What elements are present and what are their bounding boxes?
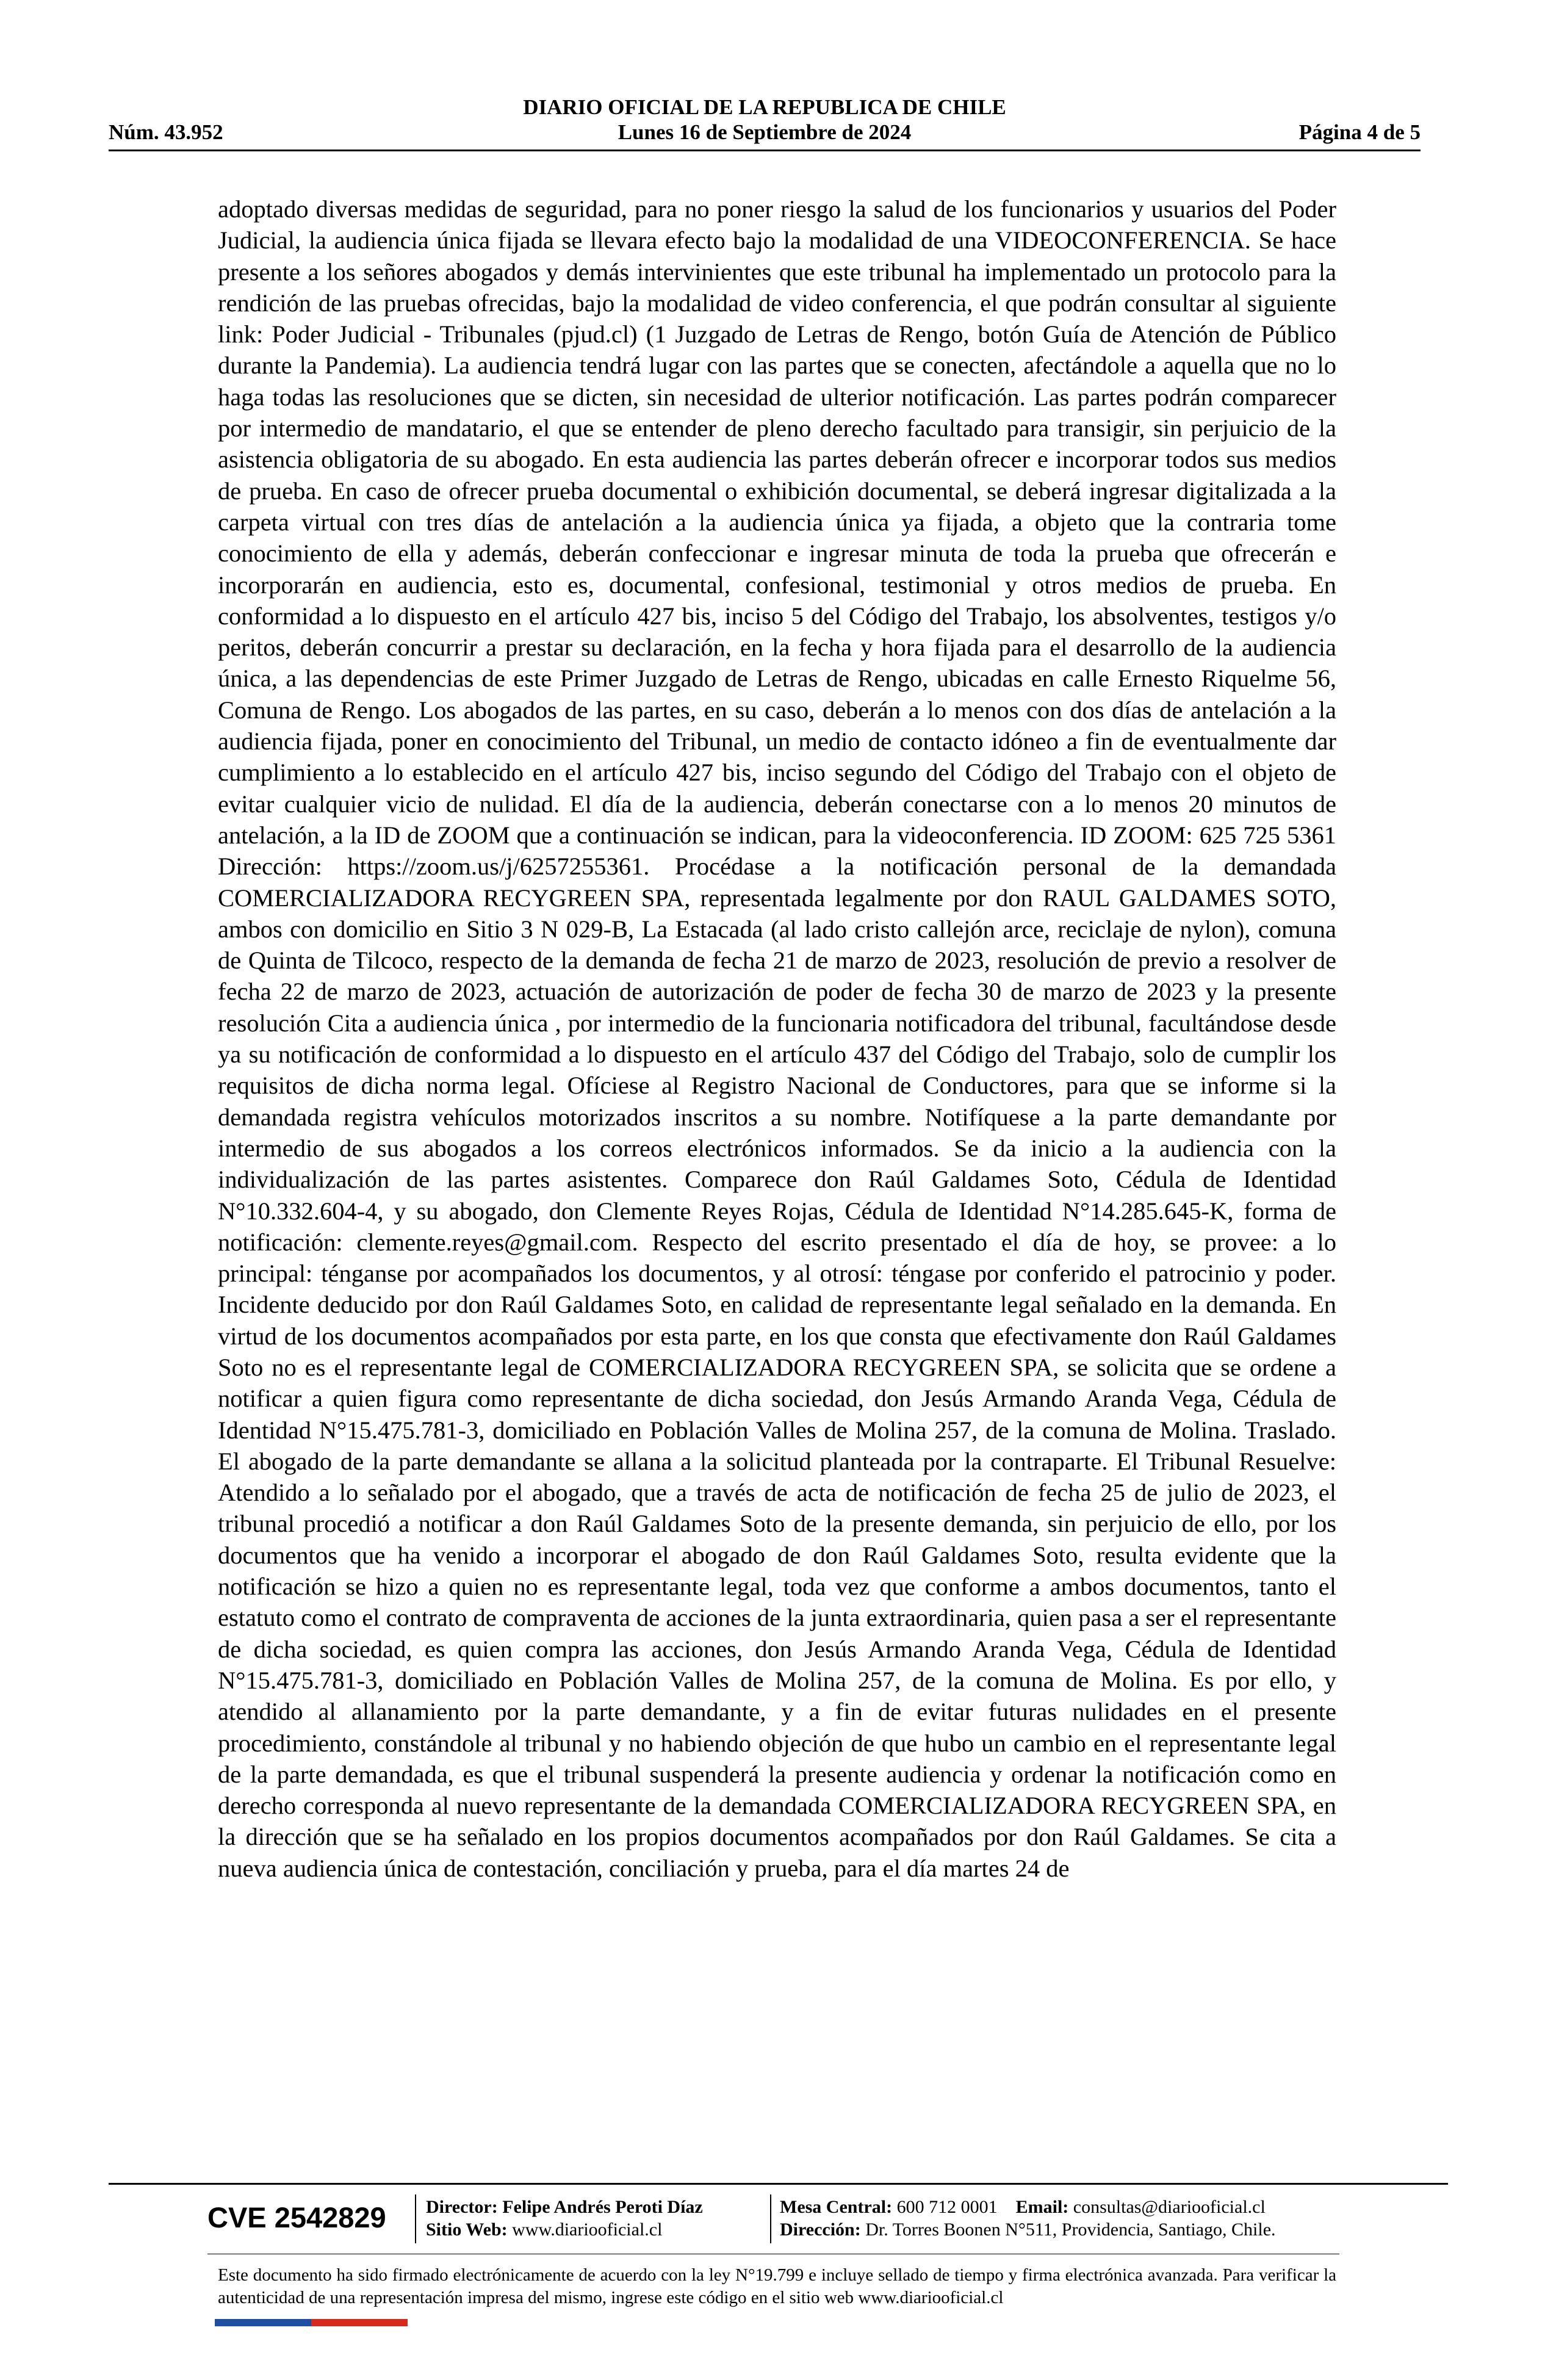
publication-title: DIARIO OFICIAL DE LA REPUBLICA DE CHILE	[523, 95, 1006, 119]
page-number: Página 4 de 5	[1298, 120, 1421, 144]
phone-number: 600 712 0001	[896, 2197, 998, 2217]
email-link[interactable]: consultas@diariooficial.cl	[1073, 2197, 1266, 2217]
header-divider	[109, 150, 1421, 151]
body-paragraph: adoptado diversas medidas de seguridad, para no poner riesgo la salud de los funcionarios y usuarios del Poder Judicial, la audiencia única fijada se llevara efecto bajo la modalidad de una VIDEOCONFERENCIA. Se hace presente a los señores abogados y demás intervinientes que este tribunal ha implementado un protocolo para la rendición de las pruebas ofrecidas, bajo la modalidad de video conferencia, el que podrán consultar al siguiente link: Poder Judicial - Tribunales (pjud.cl) (1 Juzgado de Letras de Rengo, botón Guía de Atención de Público durante la Pandemia). La audiencia tendrá lugar con las partes que se conecten, afectándole a aquella que no lo haga todas las resoluciones que se dicten, sin necesidad de ulterior notificación. Las partes podrán comparecer por intermedio de mandatario, el que se entender de pleno derecho facultado para transigir, sin perjuicio de la asistencia obligatoria de su abogado. En esta audiencia las partes deberán ofrecer e incorporar todos sus medios de prueba. En caso de ofrecer prueba documental o exhibición documental, se deberá ingresar digitalizada a la carpeta virtual con tres días de antelación a la audiencia única ya fijada, a objeto que la contraria tome conocimiento de ella y además, deberán confeccionar e ingresar minuta de toda la prueba que ofrecerán e incorporarán en audiencia, esto es, documental, confesional, testimonial y otros medios de prueba. En conformidad a lo dispuesto en el artículo 427 bis, inciso 5 del Código del Trabajo, los absolventes, testigos y/o peritos, deberán concurrir a prestar su declaración, en la fecha y hora fijada para el desarrollo de la audiencia única, a las dependencias de este Primer Juzgado de Letras de Rengo, ubicadas en calle Ernesto Riquelme 56, Comuna de Rengo. Los abogados de las partes, en su caso, deberán a lo menos con dos días de antelación a la audiencia fijada, poner en conocimiento del Tribunal, un medio de contacto idóneo a fin de eventualmente dar cumplimiento a lo establecido en el artículo 427 bis, inciso segundo del Código del Trabajo con el objeto de evitar cualquier vicio de nulidad. El día de la audiencia, deberán conectarse con a lo menos 20 minutos de antelación, a la ID de ZOOM que a continuación se indican, para la videoconferencia. ID ZOOM: 625 725 5361 Dirección: https://zoom.us/j/6257255361. Procédase a la notificación personal de la demandada COMERCIALIZADORA RECYGREEN SPA, representada legalmente por don RAUL GALDAMES SOTO, ambos con domicilio en Sitio 3 N 029-B, La Estacada (al lado cristo callejón arce, reciclaje de nylon), comuna de Quinta de Tilcoco, respecto de la demanda de fecha 21 de marzo de 2023, resolución de previo a resolver de fecha 22 de marzo de 2023, actuación de autorización de poder de fecha 30 de marzo de 2023 y la presente resolución Cita a audiencia única , por intermedio de la funcionaria notificadora del tribunal, facultándose desde ya su notificación de conformidad a lo dispuesto en el artículo 437 del Código del Trabajo, solo de cumplir los requisitos de dicha norma legal. Ofíciese al Registro Nacional de Conductores, para que se informe si la demandada registra vehículos motorizados inscritos a su nombre. Notifíquese a la parte demandante por intermedio de sus abogados a los correos electrónicos informados. Se da inicio a la audiencia con la individualización de las partes asistentes. Comparece don Raúl Galdames Soto, Cédula de Identidad N°10.332.604-4, y su abogado, don Clemente Reyes Rojas, Cédula de Identidad N°14.285.645-K, forma de notificación: clemente.reyes@gmail.com. Respecto del escrito presentado el día de hoy, se provee: a lo principal: ténganse por acompañados los documentos, y al otrosí: téngase por conferido el patrocinio y poder. Incidente deducido por don Raúl Galdames Soto, en calidad de representante legal señalado en la demanda. En virtud de los documentos acompañados por esta parte, en los que consta que efectivamente don Raúl Galdames Soto no es el representante legal de COMERCIALIZADORA RECYGREEN SPA, se solicita que se ordene a notificar a quien figura como representante de dicha sociedad, don Jesús Armando Aranda Vega, Cédula de Identidad N°15.475.781-3, domiciliado en Población Valles de Molina 257, de la comuna de Molina. Traslado. El abogado de la parte demandante se allana a la solicitud planteada por la contraparte. El Tribunal Resuelve: Atendido a lo señalado por el abogado, que a través de acta de notificación de fecha 25 de julio de 2023, el tribunal procedió a notificar a don Raúl Galdames Soto de la presente demanda, sin perjuicio de ello, por los documentos que ha venido a incorporar el abogado de don Raúl Galdames Soto, resulta evidente que la notificación se hizo a quien no es representante legal, toda vez que conforme a ambos documentos, tanto el estatuto como el contrato de compraventa de acciones de la junta extraordinaria, quien pasa a ser el representante de dicha sociedad, es quien compra las acciones, don Jesús Armando Aranda Vega, Cédula de Identidad N°15.475.781-3, domiciliado en Población Valles de Molina 257, de la comuna de Molina. Es por ello, y atendido al allanamiento por la parte demandante, y a fin de evitar futuras nulidades en el presente procedimiento, constándole al tribunal y no habiendo objeción de que hubo un cambio en el representante legal de la parte demandada, es que el tribunal suspenderá la presente audiencia y ordenar la notificación como en derecho corresponda al nuevo representante de la demandada COMERCIALIZADORA RECYGREEN SPA, en la dirección que se ha señalado en los propios documentos acompañados por don Raúl Galdames. Se cita a nueva audiencia única de contestación, conciliación y prueba, para el día martes 24 de	[218, 195, 1336, 1882]
director-label: Director: Felipe Andrés Peroti Díaz	[426, 2197, 703, 2217]
issue-date: Lunes 16 de Septiembre de 2024	[618, 120, 912, 144]
legal-notice: Este documento ha sido firmado electrónicamente de acuerdo con la ley N°19.799 e incluye sellado de tiempo y firma electrónica avanzada. Para verificar la autenticidad de una representación impresa del mismo, ingrese este código en el sitio web www.diariooficial.cl	[218, 2265, 1336, 2307]
footer-separator	[770, 2194, 771, 2243]
flag-red-segment	[311, 2319, 408, 2326]
phone-label: Mesa Central:	[780, 2197, 893, 2217]
footer-separator	[415, 2194, 416, 2243]
contact-line	[780, 2196, 1276, 2218]
cve-code: CVE 2542829	[207, 2201, 386, 2234]
footer-divider	[109, 2183, 1448, 2185]
issue-number: Núm. 43.952	[109, 120, 223, 144]
footer-contact-block	[780, 2196, 1276, 2241]
address-label: Dirección:	[780, 2220, 861, 2240]
chile-flag-stripe	[215, 2319, 408, 2326]
website-link[interactable]: www.diariooficial.cl	[512, 2220, 663, 2240]
flag-blue-segment	[215, 2319, 311, 2326]
address-line	[780, 2218, 1276, 2241]
footer-director-block	[426, 2196, 703, 2241]
header-meta-row	[109, 120, 1421, 146]
page-header	[109, 95, 1421, 156]
document-body	[218, 193, 1336, 1884]
address-value: Dr. Torres Boonen N°511, Providencia, Santiago, Chile.	[865, 2220, 1276, 2240]
website-label: Sitio Web:	[426, 2220, 508, 2240]
website-line	[426, 2218, 703, 2241]
email-label: Email:	[1015, 2197, 1069, 2217]
